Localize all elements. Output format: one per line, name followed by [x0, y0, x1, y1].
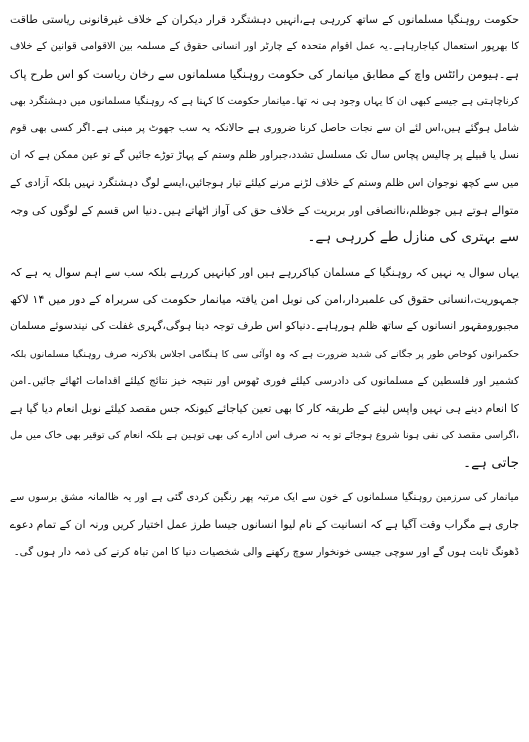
article-paragraph-1: [10, 6, 519, 252]
text-line: نسل یا قبیلے پر چالیس پچاس سال تک مسلسل تشدد،جبراور ظلم وستم کے پہاڑ توڑے جائیں گے تو عین ممکن ہے کہ ان: [10, 149, 519, 162]
text-line: سے بہتری کی منازل طے کررہی ہے۔: [307, 229, 519, 246]
text-line: حکومت روہنگیا مسلمانوں کے ساتھ کررہی ہے،انہیں دہشتگرد قرار دیکران کے خلاف غیرقانونی ریاستی طاقت: [10, 13, 519, 26]
text-line: کا بھرپور استعمال کیاجارہاہے۔یہ عمل اقوام متحدہ کے چارٹر اور انسانی حقوق کے مسلمہ بین الاقوامی قوانین کے خلاف: [10, 41, 519, 53]
text-line: ڈھونگ ثابت ہوں گے اور سوچی جیسی خونخوار سوچ رکھنے والی شخصیات دنیا کا امن تباہ کرنے کی ذمہ دار ہوں گی۔: [13, 545, 519, 558]
text-line: یہاں سوال یہ نہیں کہ روہنگیا کے مسلمان کیاکررہے ہیں اور کیانہیں کررہے بلکہ سب سے اہم سوال یہ ہے کہ: [10, 265, 519, 279]
text-line: کشمیر اور فلسطین کے مسلمانوں کی دادرسی کیلئے فوری ٹھوس اور نتیجہ خیز نتائج کیلئے اقدامات اٹھائے جائیں۔امن: [10, 374, 519, 387]
text-line: متوالے ہوتے ہیں جوظلم،ناانصافی اور بربریت کے خلاف حق کی آواز اٹھاتے ہیں۔دنیا اس قسم کے لوگوں کی وجہ: [10, 204, 519, 218]
text-line: جاتی ہے۔: [463, 454, 519, 471]
text-line: ،اگراسی مقصد کی نفی ہونا شروع ہوجائے تو یہ نہ صرف اس ادارے کی بھی توہین ہے بلکہ انعام کی توقیر بھی خاک میں مل: [10, 430, 519, 442]
text-line: میں سے کچھ نوجوان اس ظلم وستم کے خلاف لڑنے مرنے کیلئے تیار ہوجائیں،ایسے لوگ دہشتگرد نہیں بلکہ آزادی کے: [10, 176, 519, 189]
text-line: میانمار کی سرزمین روہنگیا مسلمانوں کے خون سے ایک مرتبہ پھر رنگین کردی گئی ہے اور یہ ظالمانہ مشق برسوں سے: [10, 492, 519, 504]
paragraph-gap: [10, 252, 519, 259]
article-paragraph-2: [10, 259, 519, 477]
text-line: جاری ہے مگراب وقت آگیا ہے کہ انسانیت کے نام لیوا انسانوں جیسا طرز عمل اختیار کریں ورنہ ان کے تمام دعوے: [10, 518, 519, 532]
text-line: شامل ہوگئے ہیں،اس لئے ان سے نجات حاصل کرنا ضروری ہے حالانکہ یہ سب جھوٹ پر مبنی ہے۔اگر کسی بھی قوم: [10, 122, 519, 135]
text-line: جمہوریت،انسانی حقوق کی علمبردار،امن کی نوبل امن یافتہ میانمار حکومت کی سربراہ کے دور میں ۱۴ لاکھ: [10, 292, 519, 306]
article-paragraph-3: [10, 484, 519, 566]
text-line: حکمرانوں کوخاص طور پر جگانے کی شدید ضرورت ہے کہ وہ اوآئی سی کا ہنگامی اجلاس بلاکرنہ صرف روہنگیا مسلمانوں بلکہ: [10, 348, 519, 360]
text-line: کرناچاہتی ہے جیسے کبھی ان کا یہاں وجود ہی نہ تھا۔میانمار حکومت کا کہنا ہے کہ روہنگیا مسلمانوں میں دہشتگرد بھی: [10, 95, 519, 107]
paragraph-gap: [10, 477, 519, 484]
text-line: ہے۔ہیومن رائٹس واچ کے مطابق میانمار کی حکومت روہنگیا مسلمانوں سے رخان ریاست کو اس طرح پاک: [10, 66, 519, 81]
text-line: کا انعام دینے ہی نہیں واپس لینے کے طریقہ کار کا بھی تعین کیاجائے کیونکہ جس مقصد کیلئے نوبل انعام دیا گیا ہے: [10, 402, 519, 416]
text-line: مجبورومقہور انسانوں کے ساتھ ظلم ہورہاہے۔دنیاکو اس طرف توجہ دینا ہوگی،گہری غفلت کی نیندسوئے مسلمان: [10, 320, 519, 333]
